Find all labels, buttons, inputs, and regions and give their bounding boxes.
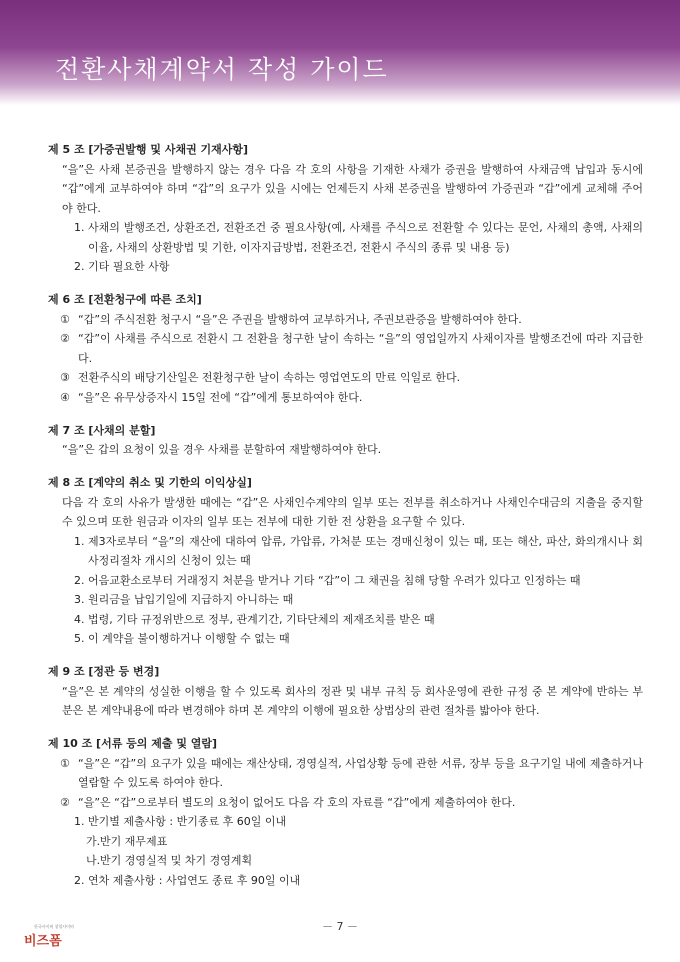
clause-text: 전환주식의 배당기산일은 전환청구한 날이 속하는 영업연도의 만료 익일로 한다. [78, 371, 461, 384]
clause-item [48, 388, 643, 408]
list-item [48, 871, 643, 891]
item-text: 이 계약을 불이행하거나 이행할 수 없는 때 [88, 632, 290, 645]
list-item [48, 218, 643, 257]
list-item [48, 610, 643, 630]
item-number: 1. [74, 815, 85, 828]
item-text: 제3자로부터 “을”의 재산에 대하여 압류, 가압류, 가처분 또는 경매신청이 있는 때, 또는 해산, 파산, 화의개시나 회사정리절차 개시의 신청이 있는 때 [88, 534, 643, 567]
clause-item [48, 310, 643, 330]
article-heading: 제 10 조 [서류 등의 제출 및 열람] [48, 737, 218, 750]
sub-item-number: 나. [86, 854, 101, 867]
clause-item [48, 368, 643, 388]
list-item [48, 629, 643, 649]
item-number: 2. [74, 573, 85, 587]
item-number: 2. [74, 260, 85, 273]
page-title: 전환사채계약서 작성 가이드 [55, 55, 389, 84]
item-text: 반기별 제출사항 : 반기종료 후 60일 이내 [88, 815, 287, 828]
clause-text: “을”은 유무상증자시 15일 전에 “갑”에게 통보하여야 한다. [78, 390, 363, 404]
clause-text: “을”은 “갑”의 요구가 있을 때에는 재산상태, 경영실적, 사업상황 등에 관한 서류, 장부 등을 요구기일 내에 제출하거나 열람할 수 있도록 하여야 한다. [78, 756, 643, 789]
item-number: 5. [74, 632, 85, 645]
logo-wordmark: 비즈폼 [24, 934, 62, 949]
item-text: 연차 제출사항 : 사업연도 종료 후 90일 이내 [88, 873, 301, 887]
list-item [48, 532, 643, 571]
logo-tagline: 한국사이버 창업사이버 [34, 924, 74, 929]
article-paragraph: 다음 각 호의 사유가 발생한 때에는 “갑”은 사채인수계약의 일부 또는 전부를 취소하거나 사채인수대금의 지출을 중지할 수 있으며 또한 원금과 이자의 일부 또는 전부에 대한 기한 전 상환을 요구할 수 있다. [62, 495, 643, 528]
article-paragraph: “을”은 본 계약의 성실한 이행을 할 수 있도록 회사의 정관 및 내부 규칙 등 회사운영에 관한 규정 중 본 계약에 반하는 부분은 본 계약내용에 따라 변경해야 하며 본 계약의 이행에 필요한 상법상의 관련 절차를 밟아야 한다. [62, 684, 643, 717]
clause-text: “을”은 “갑”으로부터 별도의 요청이 없어도 다음 각 호의 자료를 “갑”에게 제출하여야 한다. [78, 795, 516, 809]
list-item [48, 257, 643, 277]
article-heading: 제 9 조 [정관 등 변경] [48, 665, 160, 678]
sub-item-text: 반기 재무제표 [100, 834, 168, 848]
article-paragraph: “을”은 사채 본증권을 발행하지 않는 경우 다음 각 호의 사항을 기재한 사채가 증권을 발행하여 사채금액 납입과 동시에 “갑”에게 교부하여야 하며 “갑”의 요구가 있을 시에는 언제든지 사채 본증권을 발행하여 가증권과 “갑”에게 교체해 주어야 한다. [62, 162, 643, 215]
article-heading: 제 5 조 [가증권발행 및 사채권 기재사항] [48, 143, 249, 156]
page-number: － 7 － [322, 920, 358, 933]
bizforms-logo [24, 924, 74, 949]
item-text: 원리금을 납입기일에 지급하지 아니하는 때 [88, 593, 294, 606]
item-text: 어음교환소로부터 거래정지 처분을 받거나 기타 “갑”이 그 채권을 침해 당할 우려가 있다고 인정하는 때 [88, 573, 581, 587]
article-heading: 제 8 조 [계약의 취소 및 기한의 이익상실] [48, 476, 252, 489]
clause-item [48, 329, 643, 368]
document-body [48, 140, 643, 904]
clause-number: ① [60, 756, 70, 770]
item-number: 1. [74, 221, 85, 234]
sub-item [48, 851, 643, 871]
item-number: 1. [74, 534, 85, 548]
sub-item-number: 가. [86, 834, 101, 848]
sub-item-text: 반기 경영실적 및 차기 경영계획 [100, 854, 253, 867]
clause-item [48, 754, 643, 793]
item-text: 사채의 발행조건, 상환조건, 전환조건 중 필요사항(예, 사채를 주식으로 전환할 수 있다는 문언, 사채의 총액, 사채의 이율, 사채의 상환방법 및 기한, 이자지급방법, 전환조건, 전환시 주식의 종류 및 내용 등) [88, 221, 643, 254]
article-paragraph: “을”은 갑의 요청이 있을 경우 사채를 분할하여 재발행하여야 한다. [62, 443, 382, 456]
article-8 [48, 473, 643, 649]
article-6 [48, 290, 643, 407]
clause-number: ② [60, 332, 70, 345]
list-item [48, 590, 643, 610]
clause-text: “갑”이 사채를 주식으로 전환시 그 전환을 청구한 날이 속하는 “을”의 영업일까지 사채이자를 발행조건에 따라 지급한다. [78, 332, 643, 365]
article-heading: 제 7 조 [사채의 분할] [48, 423, 156, 437]
item-text: 법령, 기타 규정위반으로 정부, 관계기간, 기타단체의 제재조치를 받은 때 [88, 612, 435, 626]
list-item [48, 571, 643, 591]
article-10 [48, 734, 643, 890]
clause-number: ③ [60, 371, 70, 384]
article-5 [48, 140, 643, 277]
article-7 [48, 421, 643, 460]
clause-item [48, 793, 643, 813]
list-item [48, 812, 643, 832]
item-number: 4. [74, 612, 85, 626]
article-9 [48, 662, 643, 721]
clause-number: ② [60, 795, 70, 809]
clause-number: ① [60, 312, 70, 326]
header-banner [0, 0, 680, 105]
clause-text: “갑”의 주식전환 청구시 “을”은 주권을 발행하여 교부하거나, 주권보관증을 발행하여야 한다. [78, 312, 522, 326]
clause-number: ④ [60, 390, 70, 404]
item-text: 기타 필요한 사항 [88, 260, 170, 273]
article-heading: 제 6 조 [전환청구에 따른 조치] [48, 293, 202, 306]
item-number: 3. [74, 593, 85, 606]
item-number: 2. [74, 873, 85, 887]
sub-item [48, 832, 643, 852]
